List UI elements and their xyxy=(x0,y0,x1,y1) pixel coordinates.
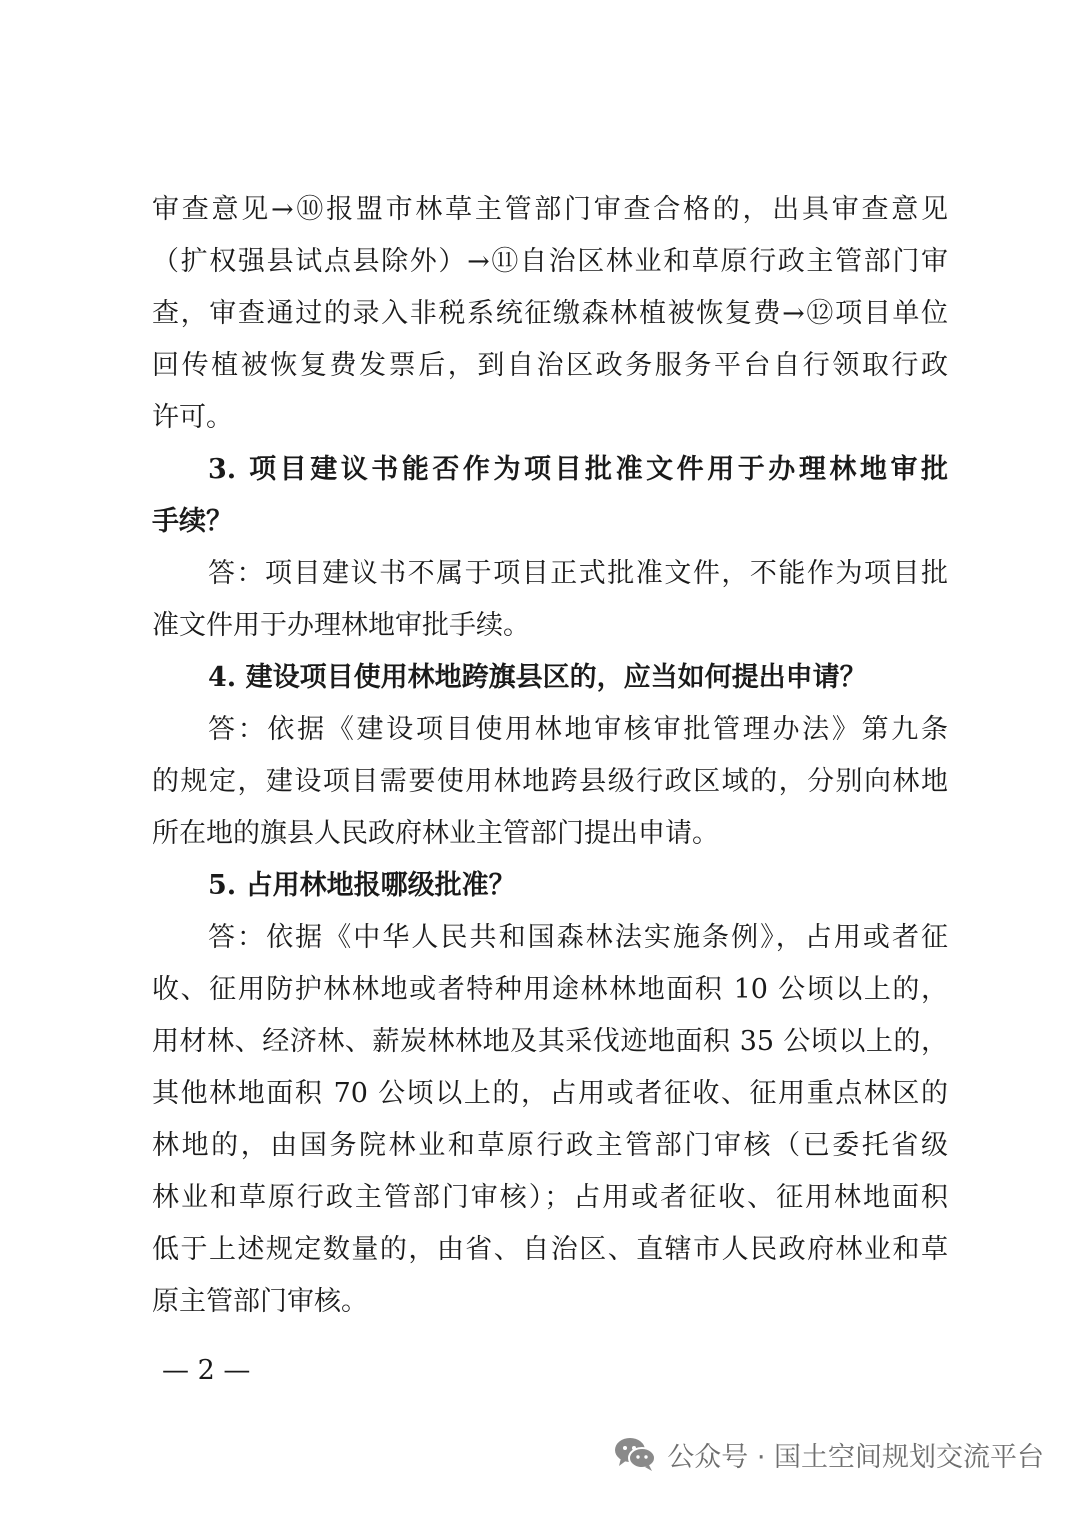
answer-5-line: 收、征用防护林林地或者特种用途林林地面积 10 公顷以上的， xyxy=(152,974,948,1005)
question-3-heading: 3. 项目建议书能否作为项目批准文件用于办理林地审批 xyxy=(208,454,948,485)
watermark xyxy=(613,1430,1044,1478)
answer-4-line: 所在地的旗县人民政府林业主管部门提出申请。 xyxy=(152,818,719,849)
question-4-heading: 4. 建设项目使用林地跨旗县区的，应当如何提出申请？ xyxy=(208,662,867,693)
answer-5-line: 其他林地面积 70 公顷以上的，占用或者征收、征用重点林区的 xyxy=(152,1078,948,1109)
answer-3-line: 准文件用于办理林地审批手续。 xyxy=(152,610,530,641)
answer-4-line: 的规定，建设项目需要使用林地跨县级行政区域的，分别向林地 xyxy=(152,766,948,797)
question-3-heading-cont: 手续？ xyxy=(152,506,233,537)
body-line: 查，审查通过的录入非税系统征缴森林植被恢复费→⑫项目单位 xyxy=(152,298,948,329)
watermark-text: 公众号 · 国土空间规划交流平台 xyxy=(667,1441,1044,1473)
wechat-icon xyxy=(613,1434,657,1474)
answer-5-line: 用材林、经济林、薪炭林林地及其采伐迹地面积 35 公顷以上的， xyxy=(152,1026,948,1057)
answer-5-line: 林业和草原行政主管部门审核）；占用或者征收、征用林地面积 xyxy=(152,1182,948,1213)
answer-5-line: 低于上述规定数量的，由省、自治区、直辖市人民政府林业和草 xyxy=(152,1234,948,1265)
page-number: — 2 — xyxy=(162,1355,251,1386)
body-line: （扩权强县试点县除外）→⑪自治区林业和草原行政主管部门审 xyxy=(152,246,948,277)
answer-3-line: 答：项目建议书不属于项目正式批准文件，不能作为项目批 xyxy=(208,558,948,589)
answer-5-line: 林地的，由国务院林业和草原行政主管部门审核（已委托省级 xyxy=(152,1130,948,1161)
answer-5-line: 答：依据《中华人民共和国森林法实施条例》，占用或者征 xyxy=(208,922,948,953)
body-line: 许可。 xyxy=(152,402,233,433)
answer-4-line: 答：依据《建设项目使用林地审核审批管理办法》第九条 xyxy=(208,714,948,745)
body-line: 审查意见→⑩报盟市林草主管部门审查合格的，出具审查意见 xyxy=(152,194,948,225)
body-line: 回传植被恢复费发票后，到自治区政务服务平台自行领取行政 xyxy=(152,350,948,381)
answer-5-line: 原主管部门审核。 xyxy=(152,1286,368,1317)
question-5-heading: 5. 占用林地报哪级批准？ xyxy=(208,870,516,901)
